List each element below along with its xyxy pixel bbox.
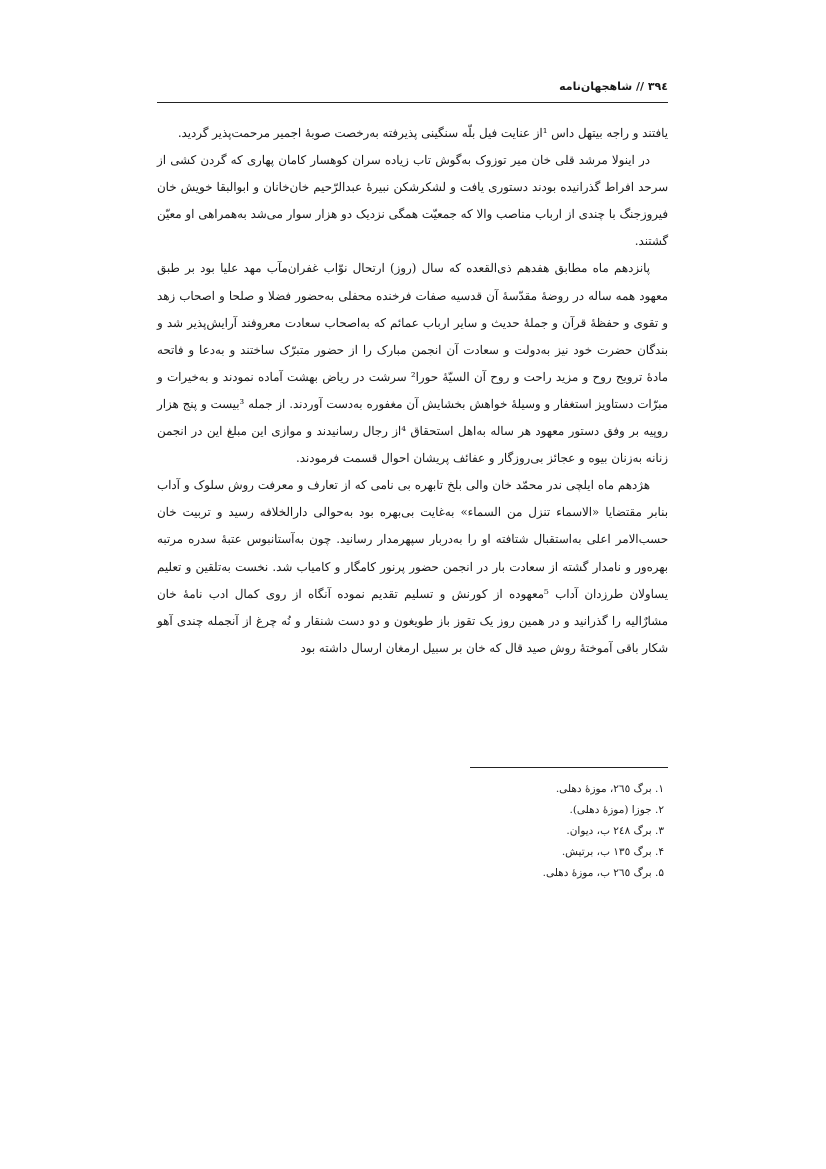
- paragraph-1: یافتند و راجه بیتهل داس ¹از عنایت فیل بلّه سنگینی پذیرفته به‌رخصت صوبهٔ اجمیر مرحمت‌پذیر گردید.: [177, 126, 668, 140]
- footnotes: [457, 779, 668, 884]
- paragraph-4: هژدهم ماه ایلچی ندر محمّد خان والی بلخ تابهره بی نامی که از تعارف و معرفت روش سلوک و آداب بنابر مقتضایا «الاسماء تنزل من السماء» به‌غایت بی‌بهره بود به‌حوالی دارالخلافه رسید و تربیت خان حسب‌الامر اعلی به‌استقبال شتافته او را به‌دربار سپهرمدار رسانید. چون به‌آستانبوس عتبهٔ سدره مرتبه بهره‌ور و نامدار گشته از سعادت بار در انجمن حضور پرنور کامگار و کامیاب شد. نخست به‌تلقین و تعلیم یساولان طرزدان آداب ⁵معهوده از کورنش و تسلیم تقدیم نموده آنگاه از روی کمال ادب نامهٔ خان مشارٌالیه را گذرانید و در همین روز یک تقوز باز طویغون و دو دست شنقار و نُه چرغ از آنجمله چندی آهو شکار باقی آموختهٔ روش صید قال که خان بر سبیل ارمغان ارسال داشته بود: [157, 478, 668, 655]
- footnote-1: ۱. برگ ۲٦٥، موزهٔ دهلی.: [555, 783, 664, 795]
- footnote-2: ۲. جوزا (موزهٔ دهلی).: [569, 804, 664, 816]
- running-head: ۳۹٤ // شاهجهان‌نامه: [559, 80, 668, 93]
- paragraph-2: در اینولا مرشد قلی خان میر توزوک به‌گوش تاب زیاده سران کوهسار کامان پهاری که گردن کشی از سرحد افراط گذرانیده بودند دستوری یافت و لشکرشکن نبیرهٔ عبدالرّحیم خان‌خانان و ابوالبقا خویش خان فیروزجنگ با چندی از ارباب مناصب والا که جمعیّت همگی نزدیک دو هزار سوار می‌شد به‌همراهی او معیّن گشتند.: [157, 153, 668, 249]
- footnote-divider: [470, 767, 668, 768]
- footnote-5: ۵. برگ ۲٦٥ ب، موزهٔ دهلی.: [542, 867, 664, 879]
- footnote-4: ۴. برگ ۱۳٥ ب، برتیش.: [561, 846, 664, 858]
- main-text: [157, 120, 668, 662]
- footnote-3: ۳. برگ ۲٤٨ ب، دیوان.: [566, 825, 664, 837]
- header-divider: [157, 102, 668, 103]
- paragraph-3: پانزدهم ماه مطابق هفدهم ذی‌القعده که سال (روز) ارتحال نوّاب غفران‌مآب مهد علیا بود بر طبق معهود همه ساله در روضهٔ مقدّسهٔ آن قدسیه صفات فرخنده محفلی به‌حضور فضلا و صلحا و اصحاب زهد و تقوی و حفظهٔ قرآن و جملهٔ حدیث و سایر ارباب عمائم که به‌اصحاب سعادت معروفند آرایش‌پذیر شد و بندگان حضرت خود نیز به‌دولت و سعادت آن انجمن مبارک را از حضور متبرّک ساختند و به‌دعا و فاتحه مادهٔ ترویح روح و مزید راحت و روح آن السیّهٔ حورا² سرشت در ریاض بهشت آماده نمودند و به‌خیرات و مبرّات دستاویز استغفار و وسیلهٔ خواهش بخشایش آن مغفوره به‌دست آوردند. از جمله ³بیست و پنج هزار روپیه بر وفق دستور معهود هر ساله به‌اهل استحقاق ⁴از رجال رسانیدند و موازی این مبلغ این در انجمن زنانه به‌زنان بیوه و عجائز بی‌روزگار و عفائف پریشان احوال قسمت فرمودند.: [157, 261, 669, 466]
